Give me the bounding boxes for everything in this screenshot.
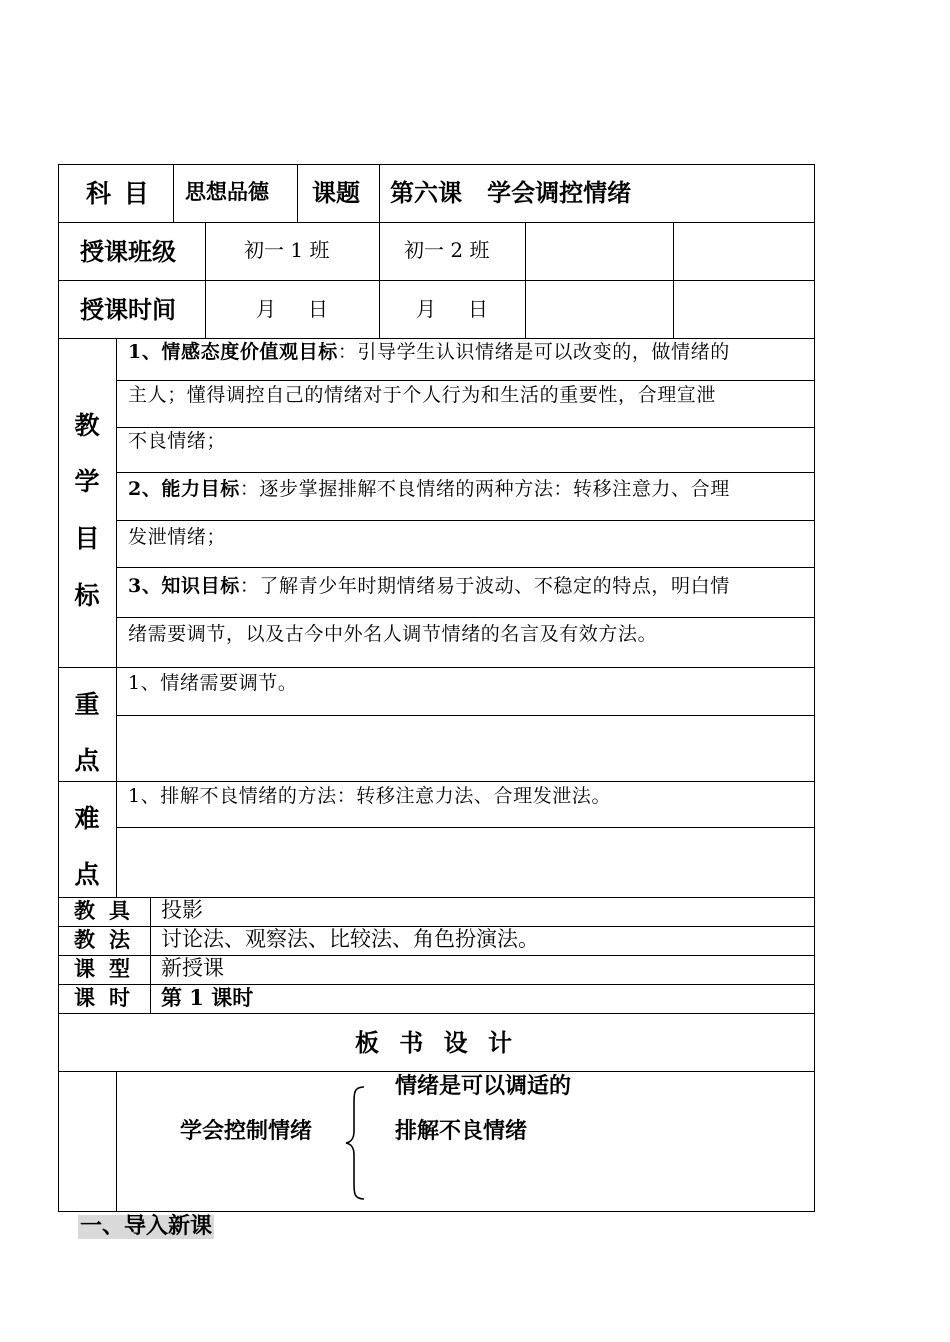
date-1-day: 日	[308, 297, 328, 321]
subject-value: 思想品德	[185, 180, 269, 204]
date-1-month: 月	[256, 297, 276, 321]
emotion-objective-line-3: 不良情绪；	[128, 430, 227, 452]
difficult-point-item: 1、排解不良情绪的方法：转移注意力法、合理发泄法。	[128, 785, 612, 807]
date-2-day: 日	[468, 297, 488, 321]
emotion-objective-line-2: 主人；懂得调控自己的情绪对于个人行为和生活的重要性，合理宣泄	[128, 384, 717, 406]
ability-objective-title: 2、能力目标	[128, 478, 240, 500]
hours-value: 第 1 课时	[161, 985, 254, 1010]
difficult-points-label-char: 难	[74, 804, 100, 833]
key-points-label-char: 重	[74, 690, 100, 719]
objectives-label-char: 教	[74, 411, 100, 440]
time-label: 授课时间	[80, 296, 176, 324]
type-label: 课型	[74, 956, 144, 981]
class-label: 授课班级	[80, 238, 176, 266]
objectives-label-char: 目	[74, 524, 100, 553]
knowledge-objective-line-2: 绪需要调节，以及古今中外名人调节情绪的名言及有效方法。	[128, 623, 658, 645]
ability-objective-line-1: 2、能力目标：逐步掌握排解不良情绪的两种方法：转移注意力、合理	[128, 478, 730, 500]
objectives-label-char: 标	[74, 581, 100, 610]
board-branch-2: 排解不良情绪	[395, 1119, 528, 1144]
emotion-objective-title: 1、情感态度价值观目标	[128, 341, 338, 363]
board-branch-1: 情绪是可以调适的	[395, 1074, 572, 1099]
ability-objective-line-2: 发泄情绪；	[128, 526, 227, 548]
emotion-objective-line-1: 1、情感态度价值观目标：引导学生认识情绪是可以改变的，做情绪的	[128, 341, 730, 363]
hours-label: 课时	[74, 985, 144, 1010]
methods-value: 讨论法、观察法、比较法、角色扮演法。	[161, 927, 539, 951]
topic-value: 第六课 学会调控情绪	[390, 179, 632, 207]
board-design-title: 板 书 设 计	[354, 1028, 519, 1057]
section-heading: 一、导入新课	[80, 1214, 213, 1239]
class-1: 初一 1 班	[244, 238, 330, 262]
tools-value: 投影	[161, 898, 203, 922]
knowledge-objective-line-1: 3、知识目标：了解青少年时期情绪易于波动、不稳定的特点，明白情	[128, 575, 730, 597]
key-points-label-char: 点	[74, 746, 100, 775]
difficult-points-label-char: 点	[74, 860, 100, 889]
subject-label: 科 目	[86, 179, 151, 208]
key-point-item: 1、情绪需要调节。	[128, 672, 298, 694]
knowledge-objective-title: 3、知识目标	[128, 575, 240, 597]
objectives-label-char: 学	[74, 467, 100, 496]
tools-label: 教具	[74, 898, 144, 923]
type-value: 新授课	[161, 956, 224, 980]
date-2-month: 月	[416, 297, 436, 321]
methods-label: 教法	[74, 927, 144, 952]
topic-label: 课题	[312, 179, 360, 207]
board-main-topic: 学会控制情绪	[180, 1119, 313, 1144]
class-2: 初一 2 班	[404, 238, 490, 262]
left-brace-icon	[344, 1085, 366, 1205]
